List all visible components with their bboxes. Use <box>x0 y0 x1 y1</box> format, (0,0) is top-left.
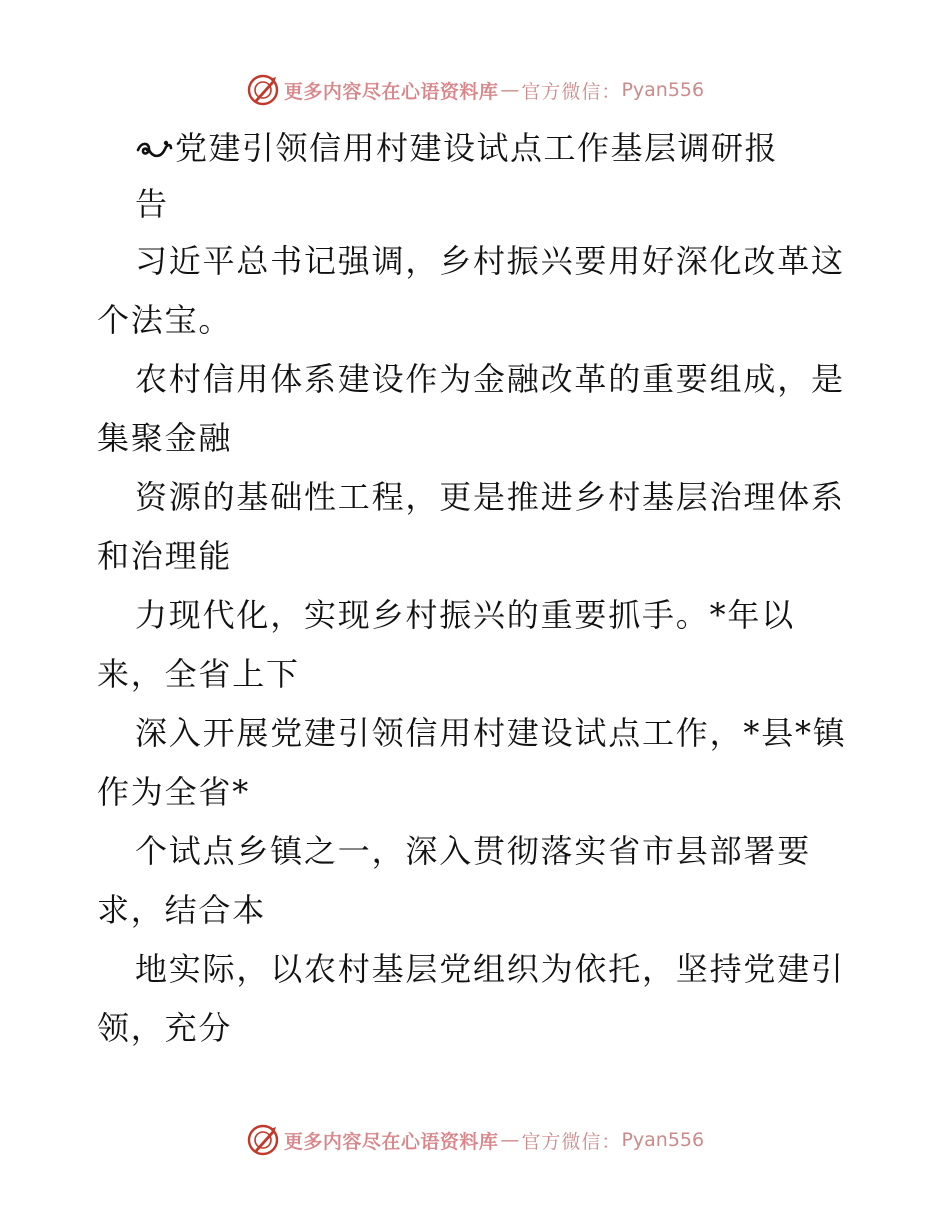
paragraph-line: 深入开展党建引领信用村建设试点工作，*县*镇 <box>135 714 847 752</box>
paragraph-line: 领，充分 <box>97 1009 233 1047</box>
watermark-separator: — <box>500 79 520 101</box>
ornament-icon <box>135 120 173 176</box>
paragraph-7 <box>97 940 857 1058</box>
watermark-id-text: Pyan556 <box>621 1129 705 1151</box>
watermark-sub-text: 官方微信： <box>521 1130 622 1153</box>
paragraph-line: 求，结合本 <box>97 891 267 929</box>
watermark-sub-text: 官方微信： <box>521 80 622 103</box>
paragraph-line: 地实际，以农村基层党组织为依托，坚持党建引 <box>135 950 845 988</box>
document-title-line-1 <box>97 120 857 176</box>
paragraph-line: 力现代化，实现乡村振兴的重要抓手。*年以 <box>135 596 796 634</box>
paragraph-line: 个法宝。 <box>97 301 233 339</box>
paragraph-1 <box>97 232 857 350</box>
paragraph-line: 习近平总书记强调，乡村振兴要用好深化改革这 <box>135 242 845 280</box>
paragraph-line: 农村信用体系建设作为金融改革的重要组成，是 <box>135 360 845 398</box>
paragraph-line: 作为全省* <box>97 773 251 811</box>
logo-icon <box>246 1123 280 1157</box>
paragraph-3 <box>97 468 857 586</box>
paragraph-6 <box>97 822 857 940</box>
paragraph-line: 来，全省上下 <box>97 655 300 693</box>
watermark-main-text: 更多内容尽在心语资料库 <box>283 1130 499 1153</box>
document-body <box>97 120 857 1058</box>
document-title-line-2 <box>97 176 857 232</box>
document-title-text-1: 党建引领信用村建设试点工作基层调研报 <box>175 129 779 167</box>
logo-icon <box>246 73 280 107</box>
header-watermark <box>0 70 950 110</box>
paragraph-2 <box>97 350 857 468</box>
watermark-id-text: Pyan556 <box>621 79 705 101</box>
footer-watermark <box>0 1120 950 1160</box>
document-title-text-2: 告 <box>135 185 169 223</box>
paragraph-4 <box>97 586 857 704</box>
watermark-main-text: 更多内容尽在心语资料库 <box>283 80 499 103</box>
watermark-separator: — <box>500 1129 520 1151</box>
paragraph-line: 个试点乡镇之一，深入贯彻落实省市县部署要 <box>135 832 812 870</box>
paragraph-line: 集聚金融 <box>97 419 233 457</box>
paragraph-line: 和治理能 <box>97 537 233 575</box>
paragraph-line: 资源的基础性工程，更是推进乡村基层治理体系 <box>135 478 845 516</box>
paragraph-5 <box>97 704 857 822</box>
